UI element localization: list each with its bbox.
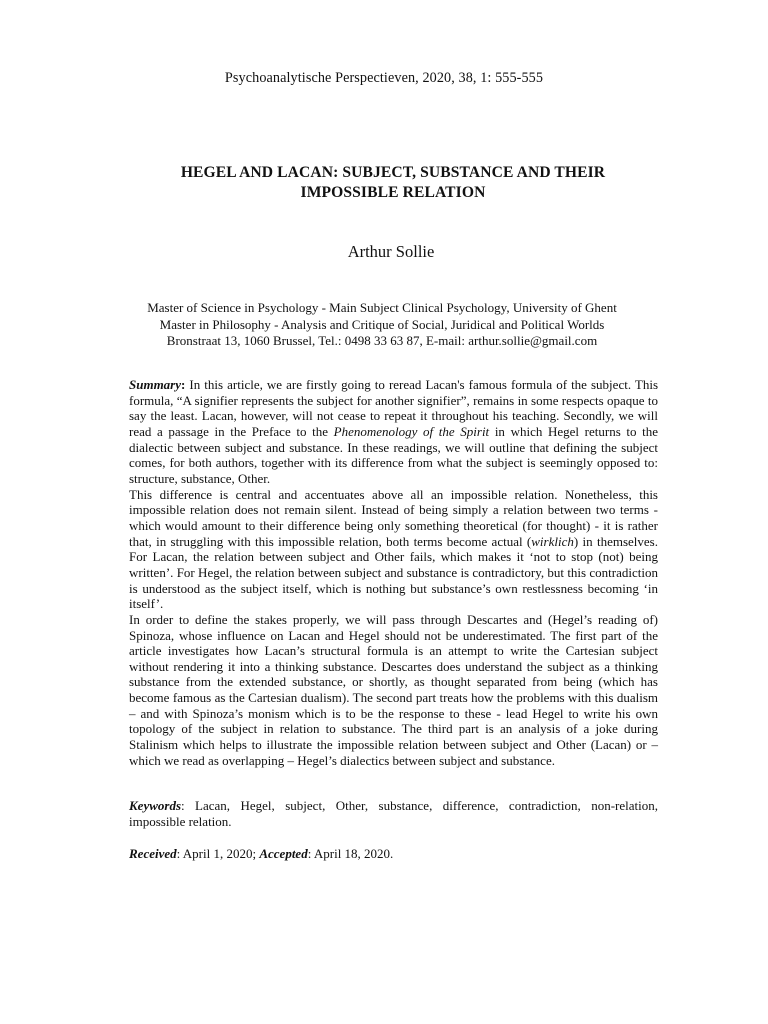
affiliation-line-3: Bronstraat 13, 1060 Brussel, Tel.: 0498 33 63 87, E-mail: arthur.sollie@gmail.com [166,333,598,348]
summary-paragraph-2 [129,487,658,612]
summary-p2-text-a: This difference is central and accentuates above all an impossible relation. Nonetheless, this impossible relation does not remain silent. Instead of being simply a relation between two terms - which would amount to their difference being only something theoretical (for thought) - it is rather that, in struggling with this impossible relation, both terms become actual ( [129,486,658,549]
summary-section [129,377,658,768]
summary-p1-text-b: in which Hegel returns to the dialectic between subject and substance. In these readings, we will outline that defining the subject comes, for both authors, together with its difference from what the subject is seemingly opposed to: structure, substance, Other. [129,423,659,486]
dates-section [129,846,658,862]
title-line-2: IMPOSSIBLE RELATION [300,184,486,201]
accepted-value: : April 18, 2020. [307,846,394,861]
keywords-label: Keywords [129,798,181,813]
received-value: : April 1, 2020; [176,846,260,861]
author-name: Arthur Sollie [347,242,435,261]
summary-p2-text-b: ) in themselves. For Lacan, the relation between subject and Other fails, which makes it ‘not to stop (not) being written’. For Hegel, the relation between subject and substance is contradictory, but this contradiction is understood as the subject itself, which is nothing but substance’s own restlessness becoming ‘in itself’. [129,533,658,612]
received-label: Received [129,846,177,861]
keywords-text: : Lacan, Hegel, subject, Other, substance, difference, contradiction, non-relation, impossible relation. [129,798,658,829]
summary-label-colon: : [181,377,186,392]
wirklich-term: wirklich [531,533,574,549]
summary-paragraph-3: In order to define the stakes properly, we will pass through Descartes and (Hegel’s reading of) Spinoza, whose influence on Lacan and Hegel should not be underestimated. The first part of the article investigates how Lacan’s structural formula is an attempt to write the Cartesian subject without rendering it into a thinking substance. Descartes does understand the subject as a thinking substance from the extended substance, or shortly, as thought separated from being (which has become famous as the Cartesian dualism). The second part treats how the problems with this dualism – and with Spinoza’s monism which is to be the response to these - lead Hegel to write his own topology of the subject in relation to substance. The third part is an analysis of a joke during Stalinism which helps to illustrate the impossible relation between subject and Other (Lacan) or – which we read as overlapping – Hegel’s dialectics between subject and substance. [129,611,658,768]
article-title [0,163,768,203]
keywords-section [129,798,658,829]
affiliation-line-1: Master of Science in Psychology - Main Subject Clinical Psychology, University of Ghent [147,300,617,315]
summary-paragraph-1 [129,377,658,487]
summary-label: Summary [129,377,182,392]
summary-p1-text-a: In this article, we are firstly going to reread Lacan's famous formula of the subject. This formula, “A signifier represents the subject for another signifier”, remains in some respects opaque to say the least. Lacan, however, will not cease to repeat it throughout his teaching. Secondly, we will read a passage in the Preface to the [129,377,658,439]
journal-citation: Psychoanalytische Perspectieven, 2020, 38, 1: 555-555 [224,70,544,86]
affiliation-line-2: Master in Philosophy - Analysis and Critique of Social, Juridical and Political Worlds [159,316,605,332]
title-line-1: HEGEL AND LACAN: SUBJECT, SUBSTANCE AND THEIR [180,164,606,181]
author-affiliation [0,300,764,350]
accepted-label: Accepted [259,846,308,861]
phenomenology-title: Phenomenology of the Spirit [333,423,490,439]
